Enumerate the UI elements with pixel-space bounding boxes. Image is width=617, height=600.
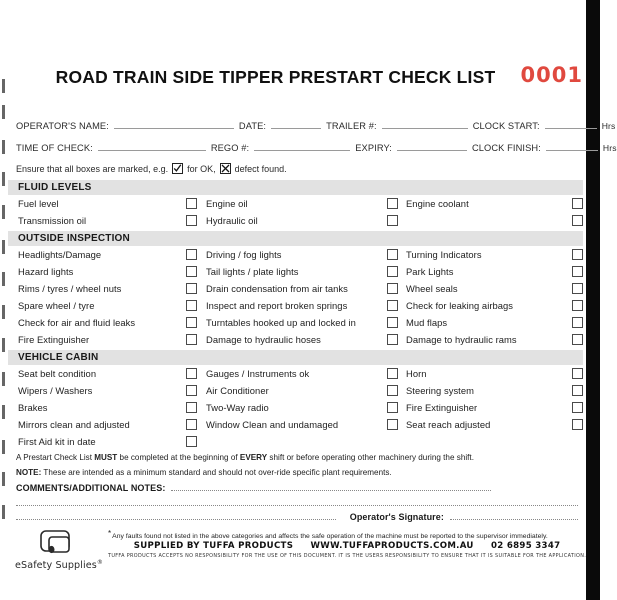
- checklist-item-label: Tail lights / plate lights: [206, 266, 299, 277]
- checklist-row: [8, 263, 583, 280]
- checklist-item-label: Transmission oil: [18, 215, 87, 226]
- checklist-item-label: Turntables hooked up and locked in: [206, 317, 356, 328]
- logo-registered-mark: ®: [96, 559, 103, 566]
- perforation-mark: [2, 440, 5, 454]
- field-label: CLOCK START:: [472, 121, 540, 131]
- checklist-row: [8, 297, 583, 314]
- header-field-row-2: [16, 141, 617, 153]
- checklist-item: [206, 297, 406, 314]
- checklist-checkbox[interactable]: [387, 300, 398, 311]
- checklist-checkbox[interactable]: [186, 334, 197, 345]
- checklist-item: [8, 195, 206, 212]
- marking-instruction-defect: defect found.: [234, 163, 287, 174]
- checklist-item: [406, 416, 583, 433]
- minimum-standard-note: [16, 468, 578, 477]
- checklist-item: [206, 195, 406, 212]
- marking-instruction: [8, 163, 583, 174]
- checklist-item-label: Horn: [406, 368, 427, 379]
- checklist-item-label: Damage to hydraulic hoses: [206, 334, 321, 345]
- comments-input-line[interactable]: [171, 483, 491, 491]
- checklist-checkbox[interactable]: [572, 300, 583, 311]
- field-suffix: Hrs: [602, 143, 617, 153]
- fault-note: [108, 529, 586, 540]
- perforation-mark: [2, 79, 5, 93]
- comments-input-line[interactable]: [16, 498, 578, 506]
- checklist-item-label: Engine oil: [206, 198, 248, 209]
- checklist-item: [406, 331, 583, 348]
- checklist-item: [206, 314, 406, 331]
- checklist-item: [406, 314, 583, 331]
- esafety-supplies-logo-icon: [10, 528, 108, 558]
- checklist-checkbox[interactable]: [387, 215, 398, 226]
- note-text: These are intended as a minimum standard and should not over-ride specific plant requirements.: [41, 468, 392, 477]
- checklist-item: [206, 331, 406, 348]
- checklist-item: [8, 314, 206, 331]
- checklist-item: [8, 263, 206, 280]
- logo-wordmark: [10, 559, 108, 571]
- checklist-item-label: Hydraulic oil: [206, 215, 258, 226]
- field-label: REGO #:: [210, 143, 250, 153]
- asterisk-icon: *: [108, 529, 112, 538]
- checklist-item-label: Check for leaking airbags: [406, 300, 514, 311]
- checklist-item: [406, 280, 583, 297]
- checklist-item-label: First Aid kit in date: [18, 436, 96, 447]
- checklist-checkbox[interactable]: [186, 317, 197, 328]
- field-input-line[interactable]: [397, 141, 467, 151]
- field-input-line[interactable]: [254, 141, 350, 151]
- checklist-checkbox[interactable]: [572, 317, 583, 328]
- marking-instruction-prefix: Ensure that all boxes are marked, e.g.: [16, 163, 169, 174]
- checklist-item: [8, 246, 206, 263]
- checklist-checkbox[interactable]: [186, 249, 197, 260]
- checklist-checkbox[interactable]: [186, 283, 197, 294]
- checklist-item-label: Two-Way radio: [206, 402, 269, 413]
- field-input-line[interactable]: [98, 141, 206, 151]
- perforation-mark: [2, 172, 5, 186]
- field-label: EXPIRY:: [355, 143, 392, 153]
- website-text[interactable]: WWW.TUFFAPRODUCTS.COM.AU: [310, 541, 474, 551]
- field-input-line[interactable]: [382, 119, 468, 129]
- fault-note-text: Any faults found not listed in the above categories and affects the safe operation of the machine must be reported to the supervisor immediately.: [112, 533, 548, 540]
- checklist-row: [8, 382, 583, 399]
- checklist-item-label: Fire Extinguisher: [406, 402, 478, 413]
- page-title: ROAD TRAIN SIDE TIPPER PRESTART CHECK LIST: [55, 67, 496, 87]
- checklist-checkbox[interactable]: [572, 402, 583, 413]
- logo-wordmark-text: eSafety Supplies: [15, 560, 97, 572]
- brand-footer: [8, 526, 587, 572]
- checklist-item: [406, 382, 583, 399]
- checklist-item-label: Check for air and fluid leaks: [18, 317, 136, 328]
- checklist-row: [8, 331, 583, 348]
- header-field-row-1: [16, 119, 616, 131]
- prestart-note-part: shift or before operating other machinery during the shift.: [267, 453, 474, 462]
- checklist-item-label: Driving / fog lights: [206, 249, 282, 260]
- checklist-row: [8, 195, 583, 212]
- field-input-line[interactable]: [546, 141, 598, 151]
- checklist-item-label: Mud flaps: [406, 317, 448, 328]
- header-fields: [8, 119, 617, 153]
- checklist-checkbox[interactable]: [572, 249, 583, 260]
- checklist-item-label: Gauges / Instruments ok: [206, 368, 310, 379]
- field-label: TIME OF CHECK:: [16, 143, 93, 153]
- checklist-checkbox[interactable]: [186, 266, 197, 277]
- perforation-mark: [2, 405, 5, 419]
- perforation-mark: [2, 305, 5, 319]
- checklist-row: [8, 365, 583, 382]
- checklist-item-label: Brakes: [18, 402, 48, 413]
- perforation-mark: [2, 205, 5, 219]
- checklist-item: [406, 246, 583, 263]
- checklist-item-label: Spare wheel / tyre: [18, 300, 95, 311]
- note-label: NOTE:: [16, 468, 42, 477]
- checklist-item-label: Seat reach adjusted: [406, 419, 491, 430]
- checklist-item: [406, 297, 583, 314]
- comments-input-line[interactable]: [16, 512, 336, 520]
- checklist-item: [206, 263, 406, 280]
- checklist-item-label: Fire Extinguisher: [18, 334, 90, 345]
- checklist-item: [8, 297, 206, 314]
- checklist-item-label: Wipers / Washers: [18, 385, 93, 396]
- marking-instruction-ok: for OK,: [187, 163, 216, 174]
- checklist-checkbox[interactable]: [387, 368, 398, 379]
- comments-label: COMMENTS/ADDITIONAL NOTES:: [16, 483, 166, 493]
- checklist-checkbox[interactable]: [186, 368, 197, 379]
- checklist-item-label: Seat belt condition: [18, 368, 97, 379]
- signature-label: Operator's Signature:: [349, 512, 444, 522]
- perforation-mark: [2, 105, 5, 119]
- supplied-by-text: SUPPLIED BY TUFFA PRODUCTS: [133, 541, 294, 551]
- checklist-item: [406, 263, 583, 280]
- scan-edge-band: [586, 0, 600, 600]
- checklist-checkbox[interactable]: [186, 436, 197, 447]
- section-rows: [8, 246, 583, 348]
- checklist-item: [206, 416, 406, 433]
- phone-text: 02 6895 3347: [491, 541, 561, 551]
- checklist-item-label: Mirrors clean and adjusted: [18, 419, 130, 430]
- section-rows: [8, 365, 583, 450]
- perforation-mark: [2, 272, 5, 286]
- title-row: [8, 33, 583, 105]
- section-rows: [8, 195, 583, 229]
- checklist-checkbox[interactable]: [572, 266, 583, 277]
- checklist-item-label: Drain condensation from air tanks: [206, 283, 348, 294]
- checklist-item: [206, 399, 406, 416]
- checklist-item-label: Headlights/Damage: [18, 249, 102, 260]
- field-label: OPERATOR'S NAME:: [16, 121, 109, 131]
- checklist-item: [8, 331, 206, 348]
- checked-box-icon: [172, 163, 183, 174]
- checklist-row: [8, 416, 583, 433]
- disclaimer-text: TUFFA PRODUCTS ACCEPTS NO RESPONSIBILITY FOR THE USE OF THIS DOCUMENT. IT IS THE USERS RESPONSIBILITY TO ENSURE THAT IT IS SUITABLE FOR THE APPLICATION.: [108, 553, 587, 559]
- checklist-checkbox[interactable]: [186, 385, 197, 396]
- signature-input-line[interactable]: [450, 512, 578, 520]
- checklist-checkbox[interactable]: [572, 419, 583, 430]
- checklist-item-label: Hazard lights: [18, 266, 74, 277]
- prestart-note-part: be completed at the beginning of: [117, 453, 240, 462]
- checklist-item: [8, 212, 206, 229]
- prestart-note-every: EVERY: [239, 453, 268, 462]
- checklist-item: [206, 382, 406, 399]
- checklist-checkbox[interactable]: [186, 419, 197, 430]
- checklist-item-label: Steering system: [406, 385, 474, 396]
- checklist-item-label: Damage to hydraulic rams: [406, 334, 517, 345]
- checklist-checkbox[interactable]: [387, 334, 398, 345]
- field-label: DATE:: [238, 121, 267, 131]
- checklist-checkbox[interactable]: [387, 385, 398, 396]
- perforation-mark: [2, 240, 5, 254]
- checklist-item: [406, 399, 583, 416]
- form-notes: [8, 450, 583, 522]
- checklist-item: [406, 365, 583, 382]
- checklist-item: [406, 195, 583, 212]
- checklist-checkbox[interactable]: [572, 385, 583, 396]
- checklist-item-label: Window Clean and undamaged: [206, 419, 339, 430]
- supplied-by-line: [108, 541, 586, 551]
- brand-text-block: [108, 526, 586, 559]
- scan-edge-gap: [583, 0, 586, 600]
- field-input-line[interactable]: [545, 119, 597, 129]
- prestart-note-part: A Prestart Check List: [16, 453, 95, 462]
- perforation-mark: [2, 505, 5, 519]
- checklist-checkbox[interactable]: [387, 419, 398, 430]
- checklist-item-label: Engine coolant: [406, 198, 469, 209]
- field-input-line[interactable]: [271, 119, 321, 129]
- checklist-item-label: Turning Indicators: [406, 249, 482, 260]
- checklist-checkbox[interactable]: [186, 198, 197, 209]
- crossed-box-icon: [220, 163, 231, 174]
- section-header-fluid-levels: FLUID LEVELS: [8, 180, 583, 195]
- checklist-item: [406, 212, 583, 229]
- checklist-checkbox[interactable]: [572, 215, 583, 226]
- prestart-note-must: MUST: [94, 453, 118, 462]
- checklist-item-label: Fuel level: [18, 198, 59, 209]
- checklist-item-label: Rims / tyres / wheel nuts: [18, 283, 122, 294]
- checklist-checkbox[interactable]: [186, 215, 197, 226]
- field-suffix: Hrs: [601, 121, 616, 131]
- checklist-checkbox[interactable]: [387, 283, 398, 294]
- checklist-checkbox[interactable]: [387, 402, 398, 413]
- field-input-line[interactable]: [114, 119, 234, 129]
- logo-block: [10, 526, 108, 571]
- field-label: TRAILER #:: [326, 121, 377, 131]
- checklist-item: [206, 280, 406, 297]
- checklist-item: [8, 416, 206, 433]
- perforation-mark: [2, 472, 5, 486]
- checklist-checkbox[interactable]: [186, 300, 197, 311]
- section-header-vehicle-cabin: VEHICLE CABIN: [8, 350, 583, 365]
- checklist-checkbox[interactable]: [572, 198, 583, 209]
- checklist-item: [206, 365, 406, 382]
- checklist-item-label: Air Conditioner: [206, 385, 269, 396]
- checklist-checkbox[interactable]: [186, 402, 197, 413]
- checklist-checkbox[interactable]: [572, 334, 583, 345]
- checklist-item: [8, 382, 206, 399]
- checklist-item: [8, 280, 206, 297]
- signature-row: [16, 512, 578, 522]
- checklist-row: [8, 246, 583, 263]
- checklist-sections: [8, 180, 583, 450]
- perforation-mark: [2, 140, 5, 154]
- comments-row: [16, 483, 578, 493]
- checklist-item-label: Wheel seals: [406, 283, 458, 294]
- serial-number: 0001: [520, 63, 583, 87]
- checklist-row: [8, 433, 583, 450]
- checklist-row: [8, 399, 583, 416]
- checklist-item: [206, 246, 406, 263]
- form-sheet: [8, 33, 617, 572]
- checklist-row: [8, 314, 583, 331]
- checklist-checkbox[interactable]: [387, 317, 398, 328]
- checklist-item: [8, 365, 206, 382]
- checklist-checkbox[interactable]: [387, 249, 398, 260]
- checklist-checkbox[interactable]: [387, 266, 398, 277]
- checklist-item: [8, 433, 206, 450]
- checklist-item: [8, 399, 206, 416]
- comments-blank-row: [16, 498, 578, 506]
- perforation-mark: [2, 338, 5, 352]
- prestart-note: [16, 453, 578, 462]
- field-label: CLOCK FINISH:: [471, 143, 541, 153]
- perforation-mark: [2, 372, 5, 386]
- checklist-checkbox[interactable]: [572, 283, 583, 294]
- checklist-row: [8, 212, 583, 229]
- checklist-item-label: Park Lights: [406, 266, 454, 277]
- checklist-item-label: Inspect and report broken springs: [206, 300, 348, 311]
- section-header-outside-inspection: OUTSIDE INSPECTION: [8, 231, 583, 246]
- checklist-checkbox[interactable]: [387, 198, 398, 209]
- checklist-checkbox[interactable]: [572, 368, 583, 379]
- checklist-item: [206, 212, 406, 229]
- checklist-row: [8, 280, 583, 297]
